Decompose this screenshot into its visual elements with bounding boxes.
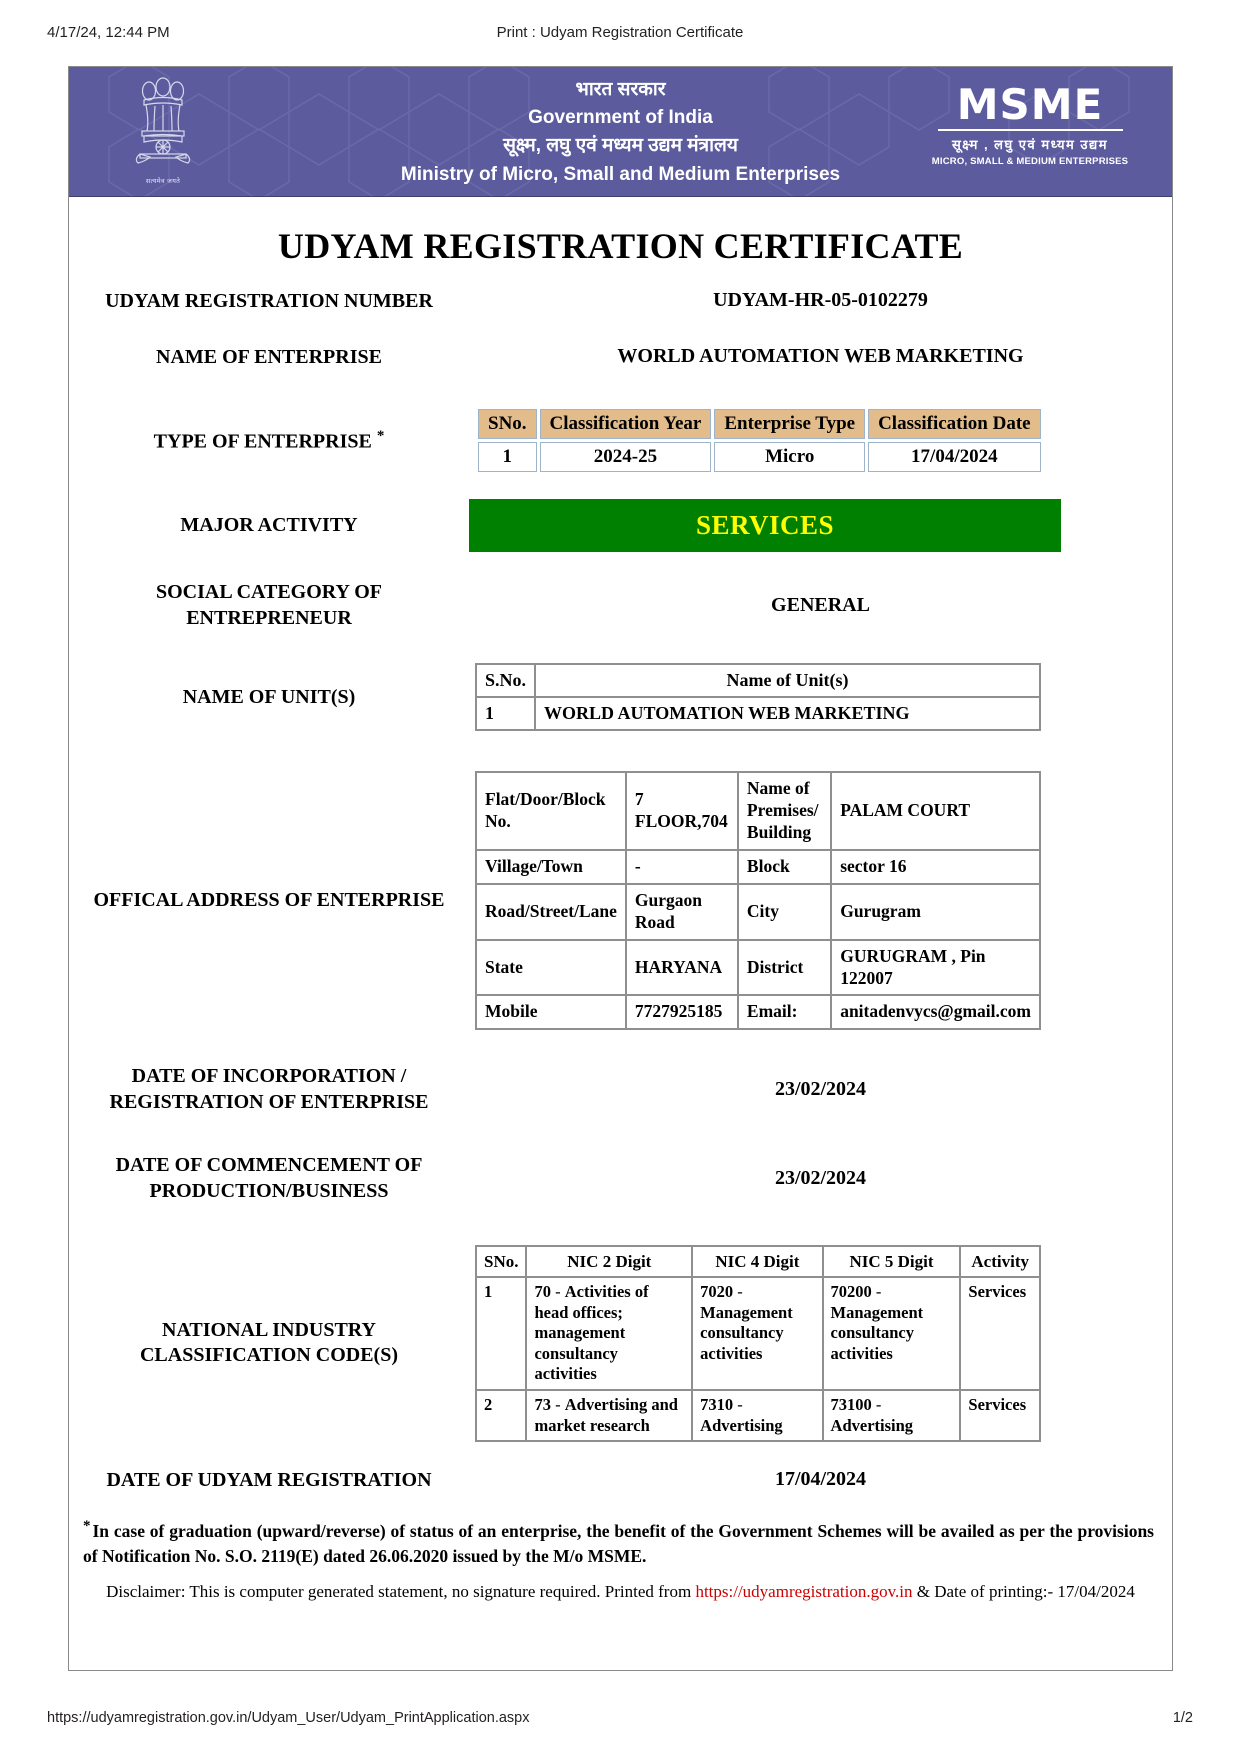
td-addr-key-village: Village/Town: [476, 850, 626, 884]
td-addr-value-premises: PALAM COURT: [831, 772, 1040, 850]
nic2-separator: -: [550, 1281, 565, 1301]
label-date-commencement: [69, 1153, 469, 1204]
label-official-address: OFFICAL ADDRESS OF ENTERPRISE: [93, 889, 445, 912]
table-row: [476, 1390, 1040, 1441]
td-nic-4-digit: [692, 1390, 822, 1441]
td-nic-sno: 2: [476, 1390, 526, 1441]
th-nic-sno: SNo.: [476, 1246, 526, 1277]
row-nic-codes: [69, 1245, 1172, 1443]
td-nic-5-digit: [823, 1390, 961, 1441]
nic5-desc: Management consultancy activities: [830, 1302, 924, 1363]
table-header-row: [478, 409, 1041, 439]
major-activity-wrap: [469, 499, 1172, 552]
disclaimer-text: [91, 1580, 1150, 1603]
browser-print-footer: [0, 1710, 1240, 1732]
emblem-motto: सत्यमेव जयते: [145, 178, 181, 185]
table-row: [478, 442, 1041, 472]
banner-hindi-government: भारत सरकार: [575, 79, 666, 100]
row-name-of-units: [69, 663, 1172, 731]
value-enterprise-name: WORLD AUTOMATION WEB MARKETING: [617, 344, 1024, 367]
td-nic-activity: Services: [960, 1277, 1040, 1390]
label-nic-codes-line1: NATIONAL INDUSTRY: [162, 1318, 376, 1341]
row-registration-number: [69, 289, 1172, 315]
td-addr-value-road: Gurgaon Road: [626, 884, 738, 940]
footnote-graduation-note: [83, 1516, 1154, 1569]
td-addr-key-road: Road/Street/Lane: [476, 884, 626, 940]
td-addr-value-email: anitadenvycs@gmail.com: [831, 995, 1040, 1029]
udyam-registration-link[interactable]: https://udyamregistration.gov.in: [695, 1582, 913, 1602]
browser-print-header: [0, 24, 1240, 46]
nic5-code: 73100: [830, 1395, 872, 1414]
label-date-incorporation: [69, 1064, 469, 1115]
msme-logo: [930, 80, 1130, 167]
row-social-category: [69, 580, 1172, 631]
value-date-udyam-registration: 17/04/2024: [774, 1468, 867, 1491]
nic5-separator: -: [871, 1395, 882, 1414]
banner-english-ministry: Ministry of Micro, Small and Medium Enterprises: [400, 163, 841, 185]
unit-table: [475, 663, 1041, 731]
label-social-category-line1: SOCIAL CATEGORY OF: [156, 581, 382, 604]
th-enterprise-type: Enterprise Type: [714, 409, 865, 439]
nic2-code: 70: [534, 1281, 551, 1301]
th-classification-year: Classification Year: [540, 409, 712, 439]
td-addr-value-district: GURUGRAM , Pin 122007: [831, 940, 1040, 996]
nic2-code: 73: [534, 1395, 551, 1414]
label-type-of-enterprise: [69, 427, 469, 455]
nic4-separator: -: [733, 1281, 743, 1301]
td-addr-value-city: Gurugram: [831, 884, 1040, 940]
address-table: [475, 771, 1041, 1030]
nic5-code: 70200: [830, 1281, 872, 1301]
table-row: [476, 697, 1040, 730]
print-source-url: https://udyamregistration.gov.in/Udyam_User/Udyam_PrintApplication.aspx: [47, 1710, 530, 1726]
nic2-desc: Activities of head offices; management consultancy activities: [534, 1281, 649, 1384]
print-page-number: 1/2: [1172, 1710, 1193, 1726]
nic5-separator: -: [871, 1281, 882, 1301]
label-registration-number: UDYAM REGISTRATION NUMBER: [105, 290, 433, 312]
table-header-row: [476, 664, 1040, 697]
row-date-commencement: [69, 1153, 1172, 1204]
label-social-category: [69, 580, 469, 631]
td-nic-2-digit: [526, 1390, 692, 1441]
td-addr-key-mobile: Mobile: [476, 995, 626, 1029]
label-type-of-enterprise-text: TYPE OF ENTERPRISE: [153, 430, 372, 453]
status-badge-major-activity: SERVICES: [469, 499, 1061, 552]
unit-table-wrap: [469, 663, 1172, 731]
nic4-desc: Advertising: [700, 1415, 783, 1435]
nic4-code: 7020: [700, 1281, 734, 1301]
label-date-commencement-line2: PRODUCTION/BUSINESS: [149, 1180, 389, 1203]
value-date-commencement: 23/02/2024: [774, 1167, 867, 1190]
nic2-desc: Advertising and market research: [534, 1395, 678, 1435]
footnote-asterisk: *: [83, 1517, 91, 1534]
th-unit-name: Name of Unit(s): [535, 664, 1040, 697]
td-unit-sno: 1: [476, 697, 535, 730]
type-of-enterprise-asterisk: *: [376, 427, 385, 444]
nic4-code: 7310: [700, 1395, 734, 1414]
td-addr-value-mobile: 7727925185: [626, 995, 738, 1029]
value-registration-number: UDYAM-HR-05-0102279: [713, 289, 928, 311]
msme-logo-english: MICRO, SMALL & MEDIUM ENTERPRISES: [931, 155, 1129, 167]
td-nic-5-digit: [823, 1277, 961, 1390]
label-social-category-line2: ENTREPRENEUR: [186, 606, 352, 629]
th-classification-date: Classification Date: [868, 409, 1041, 439]
th-classification-sno: SNo.: [478, 409, 537, 439]
label-nic-codes-line2: CLASSIFICATION CODE(S): [139, 1344, 398, 1367]
td-addr-value-state: HARYANA: [626, 940, 738, 996]
nic4-desc: Management consultancy activities: [700, 1302, 793, 1363]
classification-table: [475, 406, 1044, 475]
table-row: [476, 1277, 1040, 1390]
td-addr-key-email: Email:: [738, 995, 831, 1029]
td-nic-2-digit: [526, 1277, 692, 1390]
classification-table-wrap: [469, 406, 1172, 475]
footnote-text: In case of graduation (upward/reverse) of status of an enterprise, the benefit of the Government Schemes will be availed as per the provisions of Notification No. S.O. 2119(E) dated 26.06.2020 issued by the M/o MSME.: [83, 1520, 1154, 1566]
row-type-of-enterprise: [69, 406, 1172, 475]
td-enterprise-type: Micro: [714, 442, 865, 472]
td-classification-date: 17/04/2024: [868, 442, 1041, 472]
row-official-address: [69, 771, 1172, 1030]
msme-logo-hindi: सूक्ष्म , लघु एवं मध्यम उद्यम: [952, 136, 1108, 152]
government-banner: [69, 67, 1172, 197]
td-unit-name: WORLD AUTOMATION WEB MARKETING: [535, 697, 1040, 730]
nic5-desc: Advertising: [830, 1415, 914, 1435]
value-social-category: GENERAL: [771, 594, 870, 617]
value-date-incorporation: 23/02/2024: [774, 1078, 867, 1101]
td-classification-year: 2024-25: [540, 442, 712, 472]
label-date-incorporation-line2: REGISTRATION OF ENTERPRISE: [109, 1090, 429, 1113]
table-row: [476, 850, 1040, 884]
table-row: [476, 995, 1040, 1029]
banner-english-government: Government of India: [528, 106, 713, 128]
th-nic-5-digit: NIC 5 Digit: [823, 1246, 961, 1277]
label-date-incorporation-line1: DATE OF INCORPORATION /: [131, 1065, 407, 1088]
th-unit-sno: S.No.: [476, 664, 535, 697]
td-classification-sno: 1: [478, 442, 537, 472]
td-nic-activity: Services: [960, 1390, 1040, 1441]
table-row: [476, 772, 1040, 850]
label-major-activity: MAJOR ACTIVITY: [180, 513, 358, 536]
print-datetime: 4/17/24, 12:44 PM: [47, 24, 170, 41]
address-table-wrap: [469, 771, 1172, 1030]
td-addr-key-district: District: [738, 940, 831, 996]
row-enterprise-name: [69, 345, 1172, 371]
label-enterprise-name: NAME OF ENTERPRISE: [156, 345, 382, 368]
th-nic-activity: Activity: [960, 1246, 1040, 1277]
label-nic-codes: [69, 1318, 469, 1369]
table-row: [476, 884, 1040, 940]
disclaimer-part2: & Date of printing:- 17/04/2024: [912, 1582, 1135, 1602]
td-addr-value-flat: 7 FLOOR,704: [626, 772, 738, 850]
label-name-of-units: NAME OF UNIT(S): [182, 685, 356, 708]
th-nic-4-digit: NIC 4 Digit: [692, 1246, 822, 1277]
td-nic-4-digit: [692, 1277, 822, 1390]
nic-table-wrap: [469, 1245, 1172, 1443]
nic4-separator: -: [733, 1395, 743, 1414]
msme-logo-rule: [938, 129, 1123, 131]
row-date-incorporation: [69, 1064, 1172, 1115]
row-date-udyam-registration: [69, 1468, 1172, 1494]
page-title: UDYAM REGISTRATION CERTIFICATE: [277, 226, 964, 266]
table-header-row: [476, 1246, 1040, 1277]
certificate-sheet: [68, 66, 1173, 1671]
table-row: [476, 940, 1040, 996]
row-major-activity: [69, 499, 1172, 552]
print-title: Print : Udyam Registration Certificate: [496, 24, 744, 41]
td-addr-value-village: -: [626, 850, 738, 884]
nic-table: [475, 1245, 1041, 1443]
td-addr-key-flat: Flat/Door/Block No.: [476, 772, 626, 850]
nic2-separator: -: [550, 1395, 565, 1414]
td-addr-key-state: State: [476, 940, 626, 996]
td-nic-sno: 1: [476, 1277, 526, 1390]
td-addr-key-city: City: [738, 884, 831, 940]
th-nic-2-digit: NIC 2 Digit: [526, 1246, 692, 1277]
td-addr-key-premises: Name of Premises/ Building: [738, 772, 831, 850]
td-addr-key-block: Block: [738, 850, 831, 884]
msme-logo-glyph: MSME: [956, 80, 1104, 129]
label-date-udyam-registration: DATE OF UDYAM REGISTRATION: [106, 1469, 432, 1492]
td-addr-value-block: sector 16: [831, 850, 1040, 884]
disclaimer-part1: Disclaimer: This is computer generated statement, no signature required. Printed from: [106, 1582, 696, 1602]
label-date-commencement-line1: DATE OF COMMENCEMENT OF: [115, 1154, 423, 1177]
banner-hindi-ministry: सूक्ष्म, लघु एवं मध्यम उद्यम मंत्रालय: [503, 135, 738, 157]
